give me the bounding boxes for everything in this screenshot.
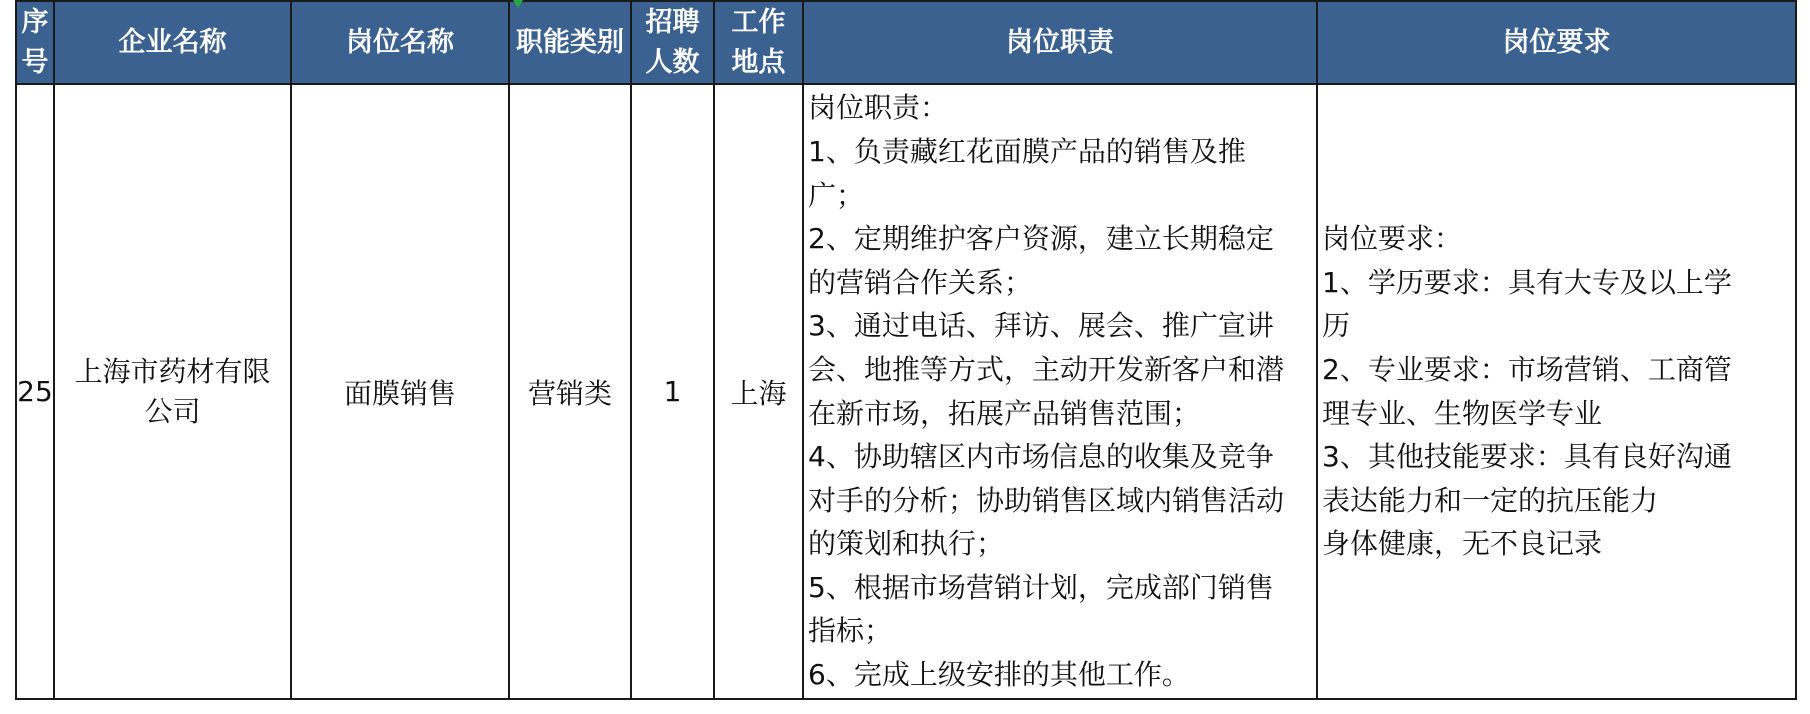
header-position-label: 岗位名称	[346, 26, 454, 58]
header-position[interactable]	[291, 1, 509, 84]
cell-headcount-value: 1	[663, 375, 682, 408]
cell-comment-marker	[513, 0, 523, 8]
cell-index[interactable]	[16, 84, 54, 699]
header-headcount[interactable]	[631, 1, 714, 84]
header-category[interactable]	[509, 1, 631, 84]
header-headcount-label: 招聘 人数	[645, 6, 700, 78]
cell-position[interactable]	[291, 84, 509, 699]
cell-location[interactable]	[714, 84, 803, 699]
header-location-label: 工作 地点	[731, 6, 786, 78]
cell-company-value: 上海市药材有限 公司	[74, 354, 271, 428]
header-requirements-label: 岗位要求	[1502, 26, 1611, 58]
header-index-label: 序 号	[21, 6, 49, 78]
cell-position-value: 面膜销售	[343, 376, 456, 410]
header-company-label: 企业名称	[118, 26, 227, 58]
cell-duties[interactable]: 岗位职责： 1、负责藏红花面膜产品的销售及推 广； 2、定期维护客户资源，建立长期稳定 的营销合作关系； 3、通过电话、拜访、展会、推广宣讲 会、地推等方式，主动开发新客户和潜 在新市场，拓展产品销售范围； 4、协助辖区内市场信息的收集及竞争 对手的分析；协助销售区域内销售活动 的策划和执行； 5、根据市场营销计划，完成部门销售 指标； 6、完成上级安排的其他工作。	[803, 84, 1317, 699]
header-duties-label: 岗位职责	[1006, 26, 1114, 58]
header-requirements[interactable]	[1317, 1, 1796, 84]
cell-company[interactable]	[54, 84, 291, 699]
cell-category-value: 营销类	[527, 376, 612, 410]
header-location[interactable]	[714, 1, 803, 84]
header-index[interactable]	[16, 1, 54, 84]
header-category-label: 职能类别	[516, 26, 624, 58]
job-table	[15, 0, 1797, 700]
cell-headcount[interactable]	[631, 84, 714, 699]
table-row	[16, 84, 1796, 699]
header-company[interactable]	[54, 1, 291, 84]
cell-location-value: 上海	[730, 376, 787, 410]
header-duties[interactable]	[803, 1, 1317, 84]
cell-category[interactable]	[509, 84, 631, 699]
cell-index-value: 25	[17, 375, 53, 408]
cell-requirements[interactable]: 岗位要求： 1、学历要求：具有大专及以上学 历 2、专业要求：市场营销、工商管 理专业、生物医学专业 3、其他技能要求：具有良好沟通 表达能力和一定的抗压能力 身体健康，无不良记录	[1317, 84, 1796, 699]
header-row	[16, 1, 1796, 84]
